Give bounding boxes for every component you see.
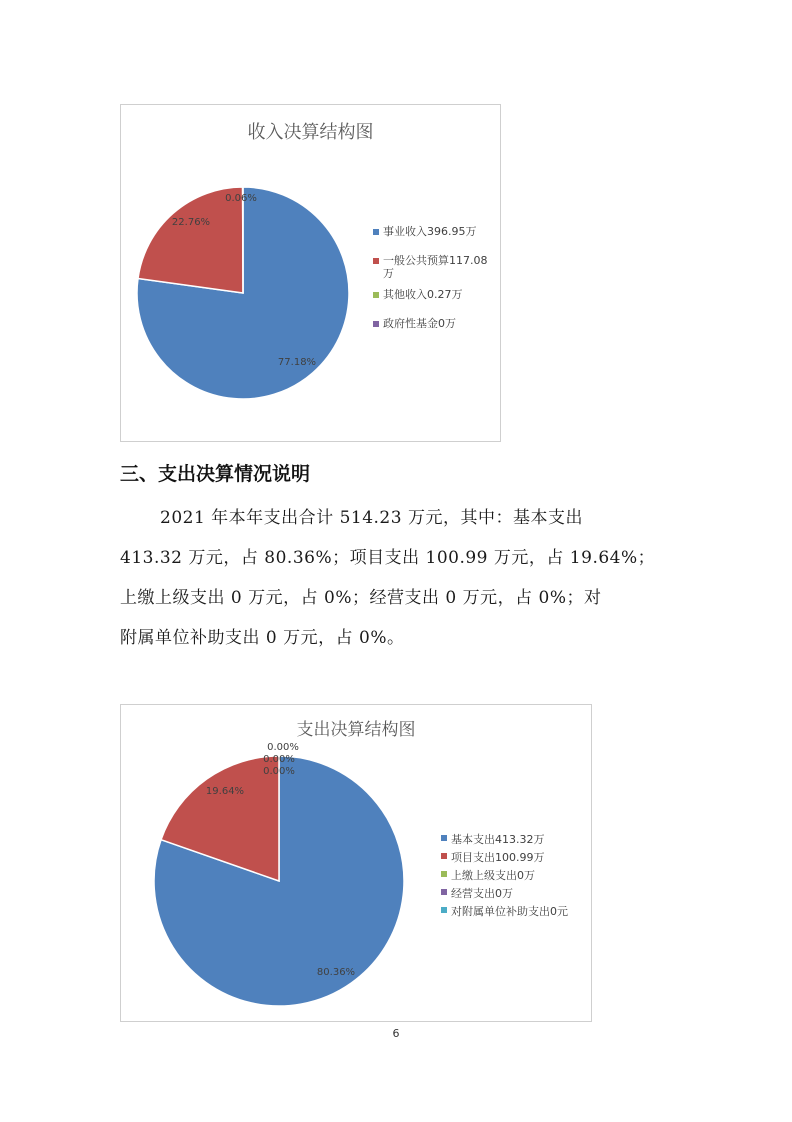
pie-data-label: 19.64% [205, 786, 245, 797]
pie-data-label: 77.18% [277, 357, 317, 368]
income-chart-title: 收入决算结构图 [247, 122, 374, 143]
legend-swatch [441, 835, 447, 841]
legend-label: 对附属单位补助支出0元 [451, 905, 568, 918]
legend-label: 上缴上级支出0万 [451, 869, 535, 882]
income-legend [373, 225, 493, 330]
pie-data-label: 22.76% [171, 217, 211, 228]
legend-item [441, 849, 591, 867]
legend-label: 事业收入396.95万 [383, 225, 477, 238]
legend-swatch [373, 321, 379, 327]
legend-label: 项目支出100.99万 [451, 851, 545, 864]
pie-data-label: 0.06% [225, 193, 257, 204]
legend-label: 一般公共预算117.08万 [383, 254, 488, 280]
legend-swatch [373, 292, 379, 298]
section-heading: 三、支出决算情况说明 [120, 463, 311, 485]
legend-item [373, 254, 493, 280]
expense-description [120, 498, 680, 658]
expense-chart-title: 支出决算结构图 [296, 720, 416, 740]
legend-label: 政府性基金0万 [383, 317, 456, 330]
paragraph-line: 附属单位补助支出 0 万元，占 0%。 [120, 628, 405, 648]
legend-swatch [373, 229, 379, 235]
legend-item [441, 903, 591, 921]
legend-swatch [441, 889, 447, 895]
legend-swatch [441, 853, 447, 859]
legend-swatch [373, 258, 379, 264]
paragraph-line: 413.32 万元，占 80.36%；项目支出 100.99 万元，占 19.64%； [120, 548, 656, 568]
paragraph-line: 2021 年本年支出合计 514.23 万元，其中：基本支出 [160, 508, 583, 528]
legend-item [441, 867, 591, 885]
income-chart [120, 104, 501, 442]
page-number: 6 [392, 1027, 400, 1040]
pie-data-label: 0.00% [263, 754, 295, 765]
legend-item [373, 317, 493, 330]
legend-label: 基本支出413.32万 [451, 833, 545, 846]
legend-swatch [441, 907, 447, 913]
pie-data-label: 0.00% [267, 742, 299, 753]
expense-chart [120, 704, 592, 1022]
pie-data-label: 80.36% [316, 967, 356, 978]
pie-data-label: 0.00% [263, 766, 295, 777]
legend-item [373, 288, 493, 301]
legend-item [441, 885, 591, 903]
legend-swatch [441, 871, 447, 877]
legend-label: 经营支出0万 [451, 887, 513, 900]
legend-item [441, 831, 591, 849]
legend-item [373, 225, 493, 238]
legend-label: 其他收入0.27万 [383, 288, 463, 301]
paragraph-line: 上缴上级支出 0 万元，占 0%；经营支出 0 万元，占 0%；对 [120, 588, 602, 608]
expense-legend [441, 831, 591, 921]
